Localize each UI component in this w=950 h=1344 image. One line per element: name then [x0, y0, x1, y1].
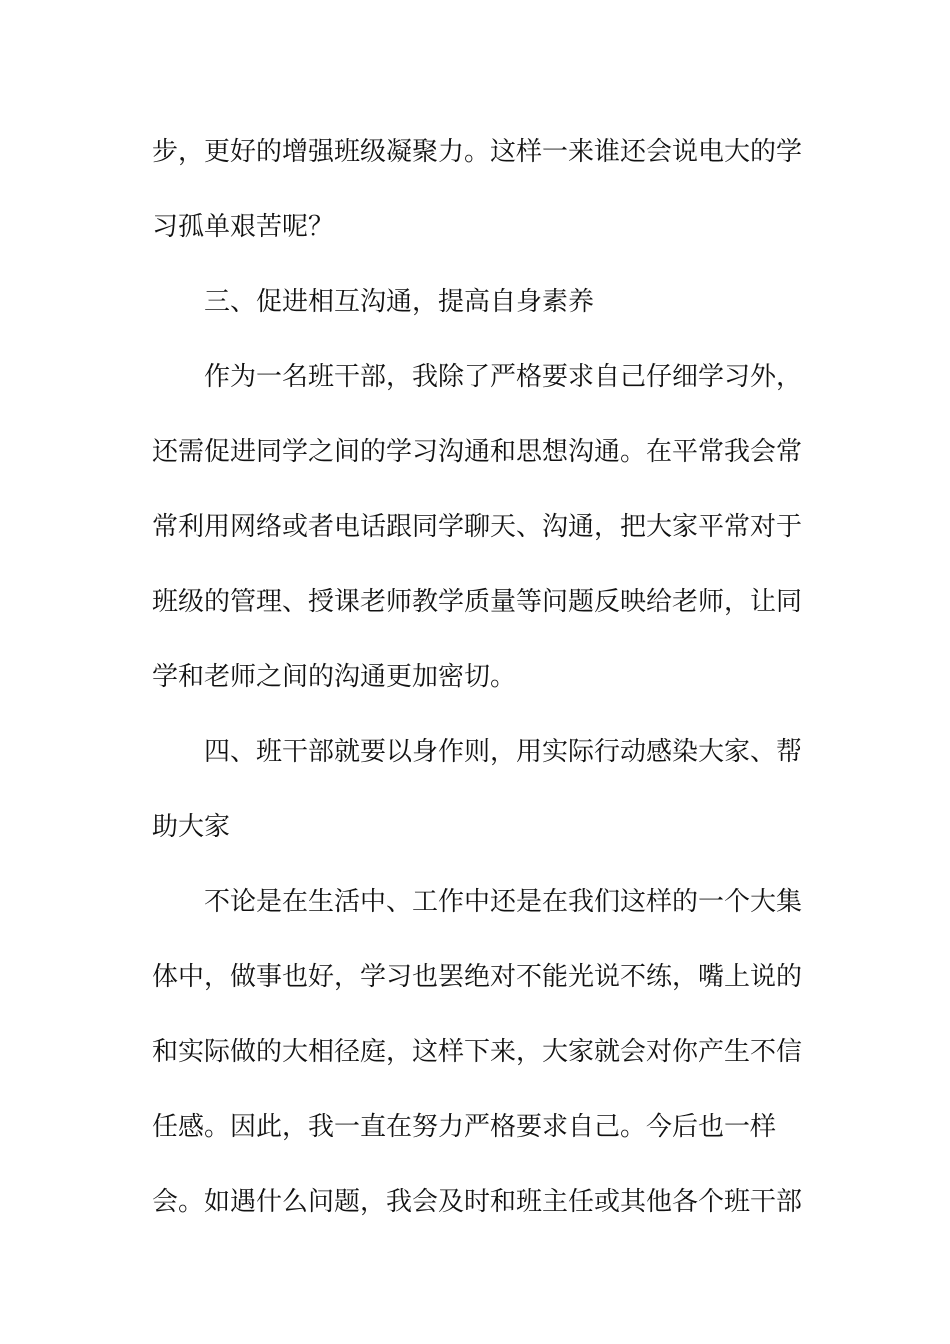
text-line: 班级的管理、授课老师教学质量等问题反映给老师，让同	[152, 587, 803, 617]
text-line: 常利用网络或者电话跟同学聊天、沟通，把大家平常对于	[152, 512, 803, 542]
text-line: 体中，做事也好，学习也罢绝对不能光说不练，嘴上说的	[152, 962, 803, 992]
section-heading-continued: 助大家	[152, 812, 231, 842]
text-line: 会。如遇什么问题，我会及时和班主任或其他各个班干部	[152, 1187, 803, 1217]
text-line: 不论是在生活中、工作中还是在我们这样的一个大集	[204, 887, 803, 917]
section-heading: 四、班干部就要以身作则，用实际行动感染大家、帮	[204, 737, 803, 767]
text-line: 任感。因此，我一直在努力严格要求自己。今后也一样	[152, 1112, 777, 1142]
text-line: 作为一名班干部，我除了严格要求自己仔细学习外，	[204, 362, 803, 392]
text-line: 步，更好的增强班级凝聚力。这样一来谁还会说电大的学	[152, 137, 803, 167]
text-line: 习孤单艰苦呢？	[152, 212, 335, 242]
text-line: 和实际做的大相径庭，这样下来，大家就会对你产生不信	[152, 1037, 803, 1067]
text-line: 还需促进同学之间的学习沟通和思想沟通。在平常我会常	[152, 437, 803, 467]
section-heading: 三、促进相互沟通，提高自身素养	[204, 287, 595, 317]
text-line: 学和老师之间的沟通更加密切。	[152, 662, 517, 692]
